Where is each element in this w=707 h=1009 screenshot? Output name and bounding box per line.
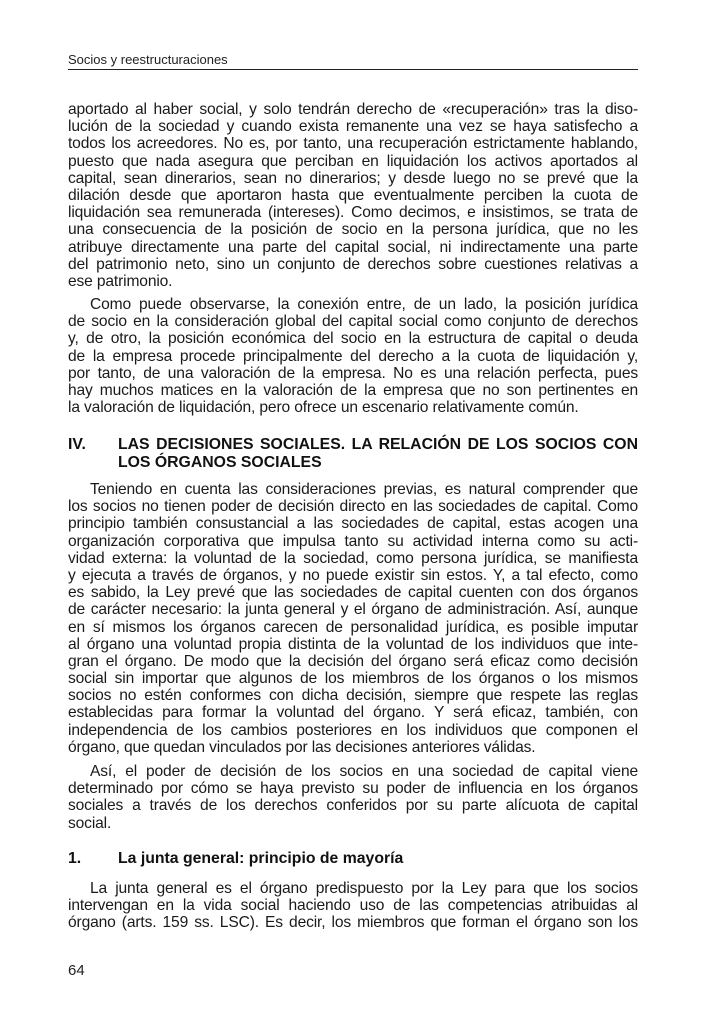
paragraph-1	[68, 101, 638, 290]
text-line: organización corporativa que impulsa tanto su actividad interna como su acti-	[68, 532, 638, 550]
paragraph-2	[68, 296, 638, 416]
text-line: social.	[68, 814, 112, 832]
text-line: Como puede observarse, la conexión entre, de un lado, la posición jurídica	[90, 296, 638, 313]
paragraph-5	[68, 880, 638, 932]
text-line: socios no estén conformes con dicha decisión, siempre que respete las reglas	[68, 687, 638, 705]
text-line: del patrimonio neto, sino un conjunto de derechos sobre cuestiones relativas a	[68, 255, 638, 273]
text-line: órgano (arts. 159 ss. LSC). Es decir, los miembros que forman el órgano son los	[68, 914, 638, 932]
heading-line: La junta general: principio de mayoría	[118, 850, 404, 867]
section-title	[118, 850, 638, 868]
text-line: gran el órgano. De modo que la decisión del órgano será eficaz como decisión	[68, 652, 638, 670]
text-line: la valoración de liquidación, pero ofrece un escenario relativamente común.	[68, 399, 579, 417]
heading-line: LAS DECISIONES SOCIALES. LA RELACIÓN DE LOS SOCIOS CON	[118, 436, 638, 453]
text-line: es sabido, la Ley prevé que las sociedades de capital cuenten con dos órganos	[68, 584, 638, 602]
text-line: Teniendo en cuenta las consideraciones previas, es natural comprender que	[90, 481, 638, 498]
text-line: órgano, que quedan vinculados por las decisiones anteriores válidas.	[68, 738, 536, 756]
text-line: sociales a través de los derechos conferidos por su parte alícuota de capital	[68, 797, 638, 815]
text-line: determinado por cómo se haya previsto su poder de influencia en los órganos	[68, 780, 638, 798]
heading-line: LOS ÓRGANOS SOCIALES	[118, 454, 322, 471]
text-line: todos los acreedores. No es, por tanto, una recuperación estrictamente hablando,	[68, 135, 638, 153]
text-line: atribuye directamente una parte del capital social, ni indirectamente una parte	[68, 238, 638, 256]
text-line: establecidas para formar la voluntad del órgano. Y será eficaz, también, con	[68, 704, 638, 722]
paragraph-4	[68, 763, 638, 832]
text-line: y ejecuta a través de órganos, y no puede existir sin estos. Y, a tal efecto, como	[68, 566, 638, 584]
page-number: 64	[68, 962, 85, 979]
section-title	[118, 436, 638, 472]
text-line: independencia de los cambios posteriores en los individuos que componen el	[68, 721, 638, 739]
text-line: por tanto, de una valoración de la empresa. No es una relación perfecta, pues	[68, 364, 638, 382]
text-line: lución de la sociedad y cuando exista remanente una vez se haya satisfecho a	[68, 118, 638, 136]
text-line: aportado al haber social, y solo tendrán derecho de «recuperación» tras la diso-	[68, 101, 638, 118]
text-line: de socio en la consideración global del capital social como conjunto de derechos	[68, 313, 638, 331]
paragraph-3	[68, 481, 638, 756]
section-number: 1.	[68, 850, 82, 867]
text-line: de carácter necesario: la junta general y el órgano de administración. Así, aunque	[68, 601, 638, 619]
text-line: Así, el poder de decisión de los socios en una sociedad de capital viene	[90, 763, 638, 780]
text-line: capital, sean dinerarios, sean no dinerarios; y desde luego no se prevé que la	[68, 169, 638, 187]
section-number: IV.	[68, 436, 86, 453]
section-heading-1	[68, 850, 638, 868]
text-line: los socios no tienen poder de decisión directo en las sociedades de capital. Como	[68, 498, 638, 516]
text-line: en sí mismos los órganos carecen de personalidad jurídica, es posible imputar	[68, 618, 638, 636]
text-line: ese patrimonio.	[68, 272, 173, 290]
text-line: hay muchos matices en la valoración de la empresa que no son pertinentes en	[68, 381, 638, 399]
text-line: principio también consustancial a las sociedades de capital, estas acogen una	[68, 515, 638, 533]
section-heading-iv	[68, 436, 638, 472]
text-line: y, de otro, la posición económica del socio en la estructura de capital o deuda	[68, 330, 638, 348]
text-line: de la empresa procede principalmente del derecho a la cuota de liquidación y,	[68, 347, 638, 365]
text-line: La junta general es el órgano predispuesto por la Ley para que los socios	[90, 880, 638, 897]
text-line: vidad externa: la voluntad de la sociedad, como persona jurídica, se manifiesta	[68, 549, 638, 567]
text-line: una consecuencia de la posición de socio en la persona jurídica, que no les	[68, 221, 638, 239]
text-line: puesto que nada asegura que perciban en liquidación los activos aportados al	[68, 152, 638, 170]
text-line: social sin importar que algunos de los miembros de los órganos o los mismos	[68, 670, 638, 688]
text-line: al órgano una voluntad propia distinta de la voluntad de los individuos que inte-	[68, 635, 638, 653]
text-line: liquidación sea remunerada (intereses). Como decimos, e insistimos, se trata de	[68, 204, 638, 222]
text-line: intervengan en la vida social haciendo uso de las competencias atribuidas al	[68, 897, 638, 915]
text-line: dilación desde que aportaron hasta que eventualmente perciben la cuota de	[68, 186, 638, 204]
running-header: Socios y reestructuraciones	[68, 52, 638, 70]
